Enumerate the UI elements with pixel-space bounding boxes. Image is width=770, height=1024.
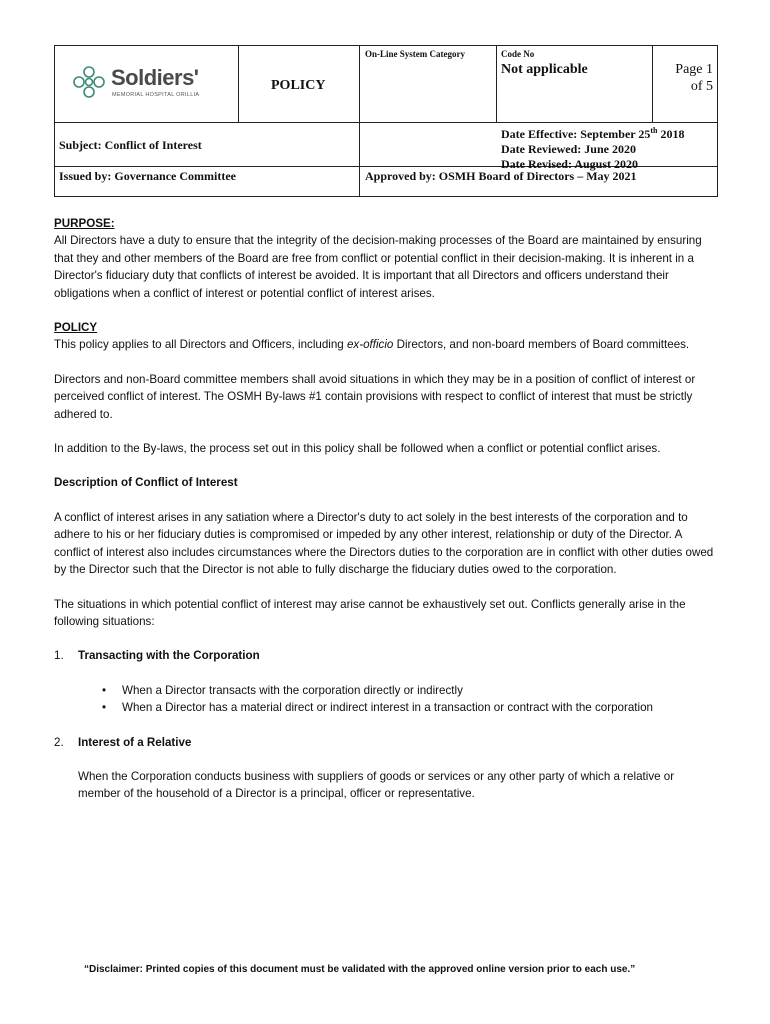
policy-heading: POLICY (54, 321, 98, 335)
document-type: POLICY (271, 78, 326, 93)
description-paragraph-2: The situations in which potential conflict of interest may arise cannot be exhaustively set out. Conflicts generally arise in the following situations: (54, 597, 686, 628)
category-label: On-Line System Category (365, 49, 465, 59)
divider (359, 46, 360, 196)
bullet-item: • When a Director has a material direct or indirect interest in a transaction or contract with the corporation (54, 699, 718, 716)
description-paragraph-1: A conflict of interest arises in any satiation where a Director's duty to act solely in the best interests of the corporation and to adhere to his or her fiduciary duties is compromised or impeded by any other interest, relationship or duty of the Director. A conflict of interest also includes circumstances where the Directors duties to the corporation are in conflict with other duties owed by the Director such that the Director is not able to fully discharge the fiduciary duties owed to the corporation. (54, 510, 714, 577)
policy-header-table (54, 45, 718, 197)
list-item (54, 647, 718, 664)
policy-paragraph-2: Directors and non-Board committee members shall avoid situations in which they may be in a position of conflict of interest or perceived conflict of interest. The OSMH By-laws #1 contain provisions with respect to conflict of interest that must be strictly adhered to. (54, 372, 696, 421)
list-item (54, 734, 718, 751)
item-2-text: When the Corporation conducts business with suppliers of goods or services or any other party of which a relative or member of the household of a Director is a principal, officer or representative. (78, 769, 675, 801)
approved-by: Approved by: OSMH Board of Directors – May 2021 (365, 169, 637, 183)
issued-by: Issued by: Governance Committee (59, 169, 236, 183)
page-total: of 5 (690, 79, 713, 94)
logo-subtitle: MEMORIAL HOSPITAL ORILLIA (112, 92, 200, 98)
bullet-icon: • (102, 701, 107, 715)
dates-block (501, 123, 685, 172)
item-title: Transacting with the Corporation (78, 649, 260, 663)
divider (652, 46, 653, 122)
date-revised: Date Revised: August 2020 (501, 157, 638, 171)
date-reviewed: Date Reviewed: June 2020 (501, 142, 636, 156)
description-heading: Description of Conflict of Interest (54, 476, 238, 490)
logo-name: Soldiers' (111, 65, 199, 90)
item-title: Interest of a Relative (78, 735, 192, 749)
policy-paragraph-1: This policy applies to all Directors and Officers, including ex-officio Directors, and non-board members of Board committees. (54, 338, 690, 352)
bullet-icon: • (102, 683, 107, 697)
item-number: 2. (54, 735, 64, 749)
code-value: Not applicable (501, 62, 588, 77)
hospital-logo (71, 64, 261, 104)
code-label: Code No (501, 49, 535, 59)
document-body (54, 215, 718, 803)
policy-paragraph-3: In addition to the By-laws, the process set out in this policy shall be followed when a conflict or potential conflict arises. (54, 442, 661, 456)
divider (55, 166, 359, 167)
date-effective: Date Effective: September 25th 2018 (501, 126, 685, 141)
purpose-heading: PURPOSE: (54, 217, 115, 230)
bullet-item: • When a Director transacts with the corporation directly or indirectly (54, 682, 718, 699)
logo-mark-icon (71, 64, 107, 100)
page-indicator (675, 61, 713, 95)
page-number: Page 1 (675, 62, 713, 77)
subject-line: Subject: Conflict of Interest (59, 138, 202, 152)
item-number: 1. (54, 649, 64, 663)
purpose-text: All Directors have a duty to ensure that the integrity of the decision-making processes of the Board are maintained by ensuring that they and other members of the Board are free from conflict or potential conflict in their decision-making. It is inherent in a Director's fiduciary duty that conflicts of interest be avoided. It is important that all Directors and officers understand their obligations when a conflict of interest or potential conflict of interest arises. (54, 234, 702, 300)
divider (496, 46, 497, 122)
disclaimer: “Disclaimer: Printed copies of this document must be validated with the approved online version prior to each use.” (84, 964, 636, 975)
bullet-list (54, 682, 718, 717)
